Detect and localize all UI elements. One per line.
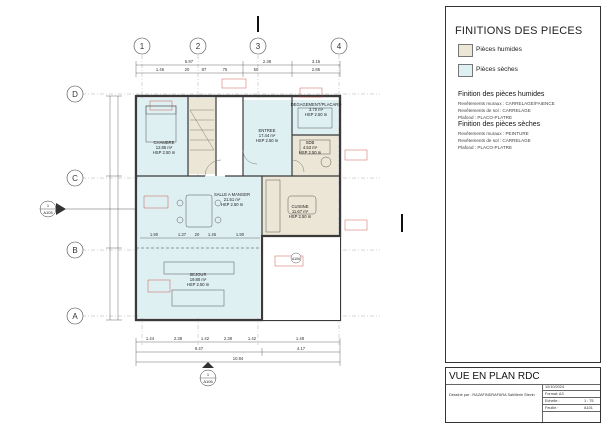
room-name-sdb: SDB xyxy=(305,140,315,145)
dim-top-detail-4: 75 xyxy=(222,67,228,72)
room-area-sdb: 4.53 m² xyxy=(302,145,318,150)
dimension-lines-left xyxy=(106,96,122,320)
dim-bottom-detail-5: 1.42 xyxy=(247,336,257,341)
dim-mid-3: 20 xyxy=(194,232,200,237)
dim-top-detail-5: 50 xyxy=(253,67,259,72)
room-area-degagement: 3.70 m² xyxy=(308,107,324,112)
dim-bottom-partial-2: 4.17 xyxy=(296,346,306,351)
tb-sheet-label: Feuille : xyxy=(545,406,559,410)
room-hsp-salle-a-manger: HSP 2.50 m xyxy=(220,202,244,207)
room-hsp-cuisine: HSP 2.50 m xyxy=(288,214,312,219)
dim-mid-4: 1.46 xyxy=(207,232,217,237)
room-name-cuisine: CUISINE xyxy=(291,204,309,209)
tb-sheet: A101 xyxy=(584,406,593,410)
dim-bottom-detail-6: 1.48 xyxy=(295,336,305,341)
dim-top-overall-2: 2.38 xyxy=(262,59,272,64)
dry-line-3: Plafond : PLACO-PLATRE xyxy=(458,145,513,150)
grid-row-B: B xyxy=(72,246,78,255)
tb-scale-label: Echelle : xyxy=(545,399,560,403)
dimension-lines-bottom xyxy=(136,338,340,366)
section-a106-num: 1 xyxy=(206,372,210,377)
room-area-cuisine: 11.67 m² xyxy=(291,209,309,214)
humid-line-1: Revêtements muraux : CARRELAGE/FAIENCE xyxy=(458,101,555,106)
grid-row-C: C xyxy=(72,174,78,183)
tb-scale: 1 : 75 xyxy=(584,399,594,403)
section-a105-sheet: A105 xyxy=(43,210,53,215)
section-a105-num: 1 xyxy=(46,203,50,208)
swatch-humid xyxy=(458,44,473,57)
dry-section-title: Finition des pièces sèches xyxy=(458,121,541,128)
dry-line-1: Revêtements muraux : PEINTURE xyxy=(458,131,529,136)
room-hsp-sejour: HSP 2.50 m xyxy=(186,282,210,287)
grid-row-bubbles xyxy=(67,86,83,324)
tb-format: Format: A3 xyxy=(545,392,564,396)
grid-row-D: D xyxy=(72,90,78,99)
tb-date: 10/10/2024 xyxy=(545,385,565,389)
dim-top-overall-1: 5.97 xyxy=(184,59,194,64)
grid-col-3: 3 xyxy=(255,42,261,51)
dry-line-2: Revêtements de sol : CARRELAGE xyxy=(458,138,531,143)
room-area-chambre: 12.85 m² xyxy=(155,145,173,150)
room-name-degagement: DEGAGEMENT/PLACARD xyxy=(290,102,342,107)
grid-col-2: 2 xyxy=(195,42,201,51)
drawing-title: VUE EN PLAN RDC xyxy=(449,371,540,382)
dim-top-detail-1: 1.46 xyxy=(155,67,165,72)
dim-bottom-overall: 10.84 xyxy=(232,356,244,361)
section-mid-sheet: A106 xyxy=(292,257,300,261)
title-block xyxy=(445,367,601,423)
room-hsp-sdb: HSP 2.50 m xyxy=(298,150,322,155)
dimension-lines-top xyxy=(136,61,340,77)
swatch-dry xyxy=(458,64,473,77)
room-name-chambre: CHAMBRE xyxy=(153,140,175,145)
grid-row-A: A xyxy=(72,312,78,321)
room-name-salle-a-manger: SALLE A MANGER xyxy=(213,192,251,197)
room-area-salle-a-manger: 21.51 m² xyxy=(223,197,241,202)
dim-top-detail-3: 87 xyxy=(201,67,207,72)
legend-label-humid: Pièces humides xyxy=(476,46,522,53)
dim-mid-2: 1.37 xyxy=(177,232,187,237)
dim-top-overall-3: 3.16 xyxy=(311,59,321,64)
dim-mid-5: 1.90 xyxy=(235,232,245,237)
legend-panel xyxy=(445,6,601,363)
dim-top-detail-6: 2.85 xyxy=(311,67,321,72)
room-hsp-entree: HSP 2.50 m xyxy=(255,138,279,143)
section-marker-a105 xyxy=(40,201,136,217)
room-name-entree: ENTREE xyxy=(258,128,276,133)
room-hsp-degagement: HSP 2.50 m xyxy=(304,112,328,117)
room-name-sejour: SEJOUR xyxy=(189,272,207,277)
dim-mid-1: 1.90 xyxy=(149,232,159,237)
room-area-entree: 17.44 m² xyxy=(258,133,276,138)
humid-section-title: Finition des pièces humides xyxy=(458,91,545,98)
humid-line-2: Revêtements de sol : CARRELAGE xyxy=(458,108,531,113)
dim-top-detail-2: 20 xyxy=(184,67,190,72)
legend-label-dry: Pièces sèches xyxy=(476,66,518,73)
grid-column-bubbles xyxy=(134,38,347,54)
dim-bottom-partial-1: 6.47 xyxy=(194,346,204,351)
room-area-sejour: 19.80 m² xyxy=(189,277,207,282)
dim-bottom-detail-4: 2.38 xyxy=(223,336,233,341)
room-hsp-chambre: HSP 2.50 m xyxy=(152,150,176,155)
dim-bottom-detail-1: 1.44 xyxy=(145,336,155,341)
humid-line-3: Plafond : PLACO-PLATRE xyxy=(458,115,513,120)
grid-col-1: 1 xyxy=(139,42,145,51)
grid-col-4: 4 xyxy=(336,42,342,51)
dim-bottom-detail-3: 1.42 xyxy=(200,336,210,341)
dim-bottom-detail-2: 2.38 xyxy=(173,336,183,341)
tb-drawn-by: Dessiné par : RAZAFINDRAFARA Sahillerie Stevin xyxy=(449,393,535,397)
section-a106-sheet: A106 xyxy=(203,379,213,384)
legend-title: FINITIONS DES PIECES xyxy=(455,25,583,37)
